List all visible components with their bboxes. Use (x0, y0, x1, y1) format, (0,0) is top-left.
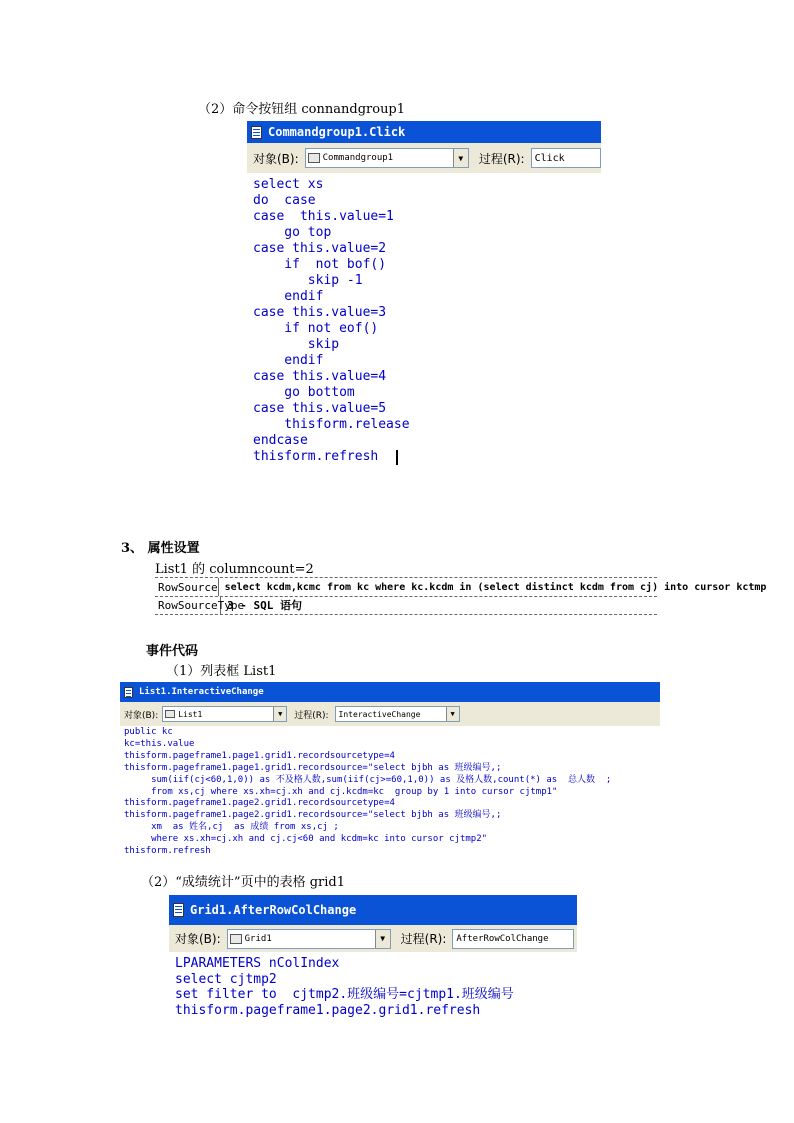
procedure-combo[interactable] (335, 706, 460, 722)
window-title: Grid1.AfterRowColChange (190, 903, 357, 917)
code-line: from xs,cj where xs.xh=cj.xh and cj.kcdm=kc group by 1 into cursor cjtmp1" (124, 786, 558, 797)
code-line: LPARAMETERS nColIndex (175, 956, 340, 971)
code-line: case this.value=2 (253, 241, 387, 256)
code-line: set filter to cjtmp2.班级编号=cjtmp1.班级编号 (175, 987, 514, 1002)
code-line: case this.value=5 (253, 401, 387, 416)
property-row[interactable] (155, 578, 767, 597)
object-combo[interactable] (227, 929, 391, 949)
procedure-toolbar (169, 925, 577, 952)
events-heading: 事件代码 (146, 644, 199, 659)
code-line: sum(iif(cj<60,1,0)) as 不及格人数,sum(iif(cj>=60,1,0)) as 及格人数,count(*) as 总人数 ; (124, 774, 612, 785)
listbox-icon (165, 710, 175, 718)
object-combo[interactable] (305, 148, 469, 168)
property-row[interactable] (155, 596, 657, 614)
code-line: case this.value=3 (253, 305, 387, 320)
code-line: thisform.pageframe1.page2.grid1.recordsourcetype=4 (124, 798, 395, 809)
object-combo-value: Grid1 (244, 933, 272, 944)
proc-label: 过程(R): (478, 151, 525, 166)
window-titlebar (120, 682, 660, 702)
code-line: thisform.pageframe1.page1.grid1.recordsource="select bjbh as 班级编号,; (124, 762, 502, 773)
code-window-grid1 (169, 895, 577, 1023)
commandgroup-icon (308, 153, 320, 163)
code-line: endif (253, 289, 324, 304)
code-line: thisform.pageframe1.page1.grid1.recordsourcetype=4 (124, 750, 395, 761)
object-combo-value: Commandgroup1 (322, 153, 394, 163)
chevron-down-icon[interactable]: ▼ (375, 930, 390, 948)
section-heading-list1: （1）列表框 List1 (166, 664, 277, 679)
code-line: public kc (124, 727, 173, 737)
grid-icon (230, 934, 242, 944)
code-line: endcase (253, 433, 308, 448)
procedure-combo-value: AfterRowColChange (456, 933, 549, 944)
document-icon (173, 903, 184, 917)
code-line: xm as 姓名,cj as 成绩 from xs,cj ; (124, 822, 339, 833)
code-line: thisform.pageframe1.page2.grid1.refresh (175, 1002, 481, 1018)
chevron-down-icon[interactable]: ▼ (273, 707, 286, 721)
object-label: 对象(B): (253, 151, 299, 166)
procedure-combo[interactable] (531, 148, 601, 168)
property-name: RowSource (155, 578, 219, 596)
code-window-list1 (120, 682, 660, 862)
chevron-down-icon[interactable]: ▼ (446, 707, 459, 721)
columncount-text: List1 的 columncount=2 (155, 562, 314, 577)
code-line: kc=this.value (124, 738, 195, 749)
proc-label: 过程(R): (294, 710, 329, 721)
property-name: RowSourceType (155, 596, 221, 614)
chevron-down-icon[interactable]: ▼ (453, 149, 468, 167)
code-editor[interactable] (253, 177, 410, 465)
code-line: if not eof() (253, 321, 379, 336)
code-line: select xs (253, 177, 324, 192)
section-heading-grid1: （2）“成绩统计”页中的表格 grid1 (141, 875, 345, 890)
section-heading-commandgroup: （2）命令按钮组 connandgroup1 (198, 102, 406, 117)
code-line: case this.value=1 (253, 209, 394, 224)
section-heading-properties: 3、 属性设置 (121, 541, 200, 556)
object-label: 对象(B): (175, 932, 221, 946)
code-line: thisform.refresh (124, 846, 211, 857)
property-value: select kcdm,kcmc from kc where kc.kcdm in (select distinct kcdm from cj) into cursor kctmp (224, 581, 767, 593)
code-line: case this.value=4 (253, 369, 387, 384)
code-window-commandgroup1 (247, 121, 601, 488)
property-grid (155, 577, 767, 615)
procedure-combo-value: Click (534, 152, 565, 164)
window-titlebar (169, 895, 577, 925)
object-label: 对象(B): (124, 710, 159, 721)
document-icon (251, 126, 262, 139)
code-editor[interactable] (124, 727, 611, 858)
code-line: thisform.pageframe1.page2.grid1.recordsource="select bjbh as 班级编号,; (124, 810, 502, 821)
code-line: where xs.xh=cj.xh and cj.cj<60 and kcdm=kc into cursor cjtmp2" (124, 834, 488, 845)
window-titlebar (247, 121, 601, 143)
procedure-toolbar (120, 702, 660, 726)
proc-label: 过程(R): (400, 932, 447, 946)
code-editor[interactable] (175, 956, 514, 1018)
code-line: if not bof() (253, 257, 387, 272)
procedure-combo[interactable] (452, 929, 574, 949)
procedure-combo-value: InteractiveChange (338, 709, 421, 719)
property-value: 3 - SQL 语句 (227, 599, 302, 612)
code-line: skip (253, 337, 340, 352)
procedure-toolbar (247, 143, 601, 173)
object-combo[interactable] (162, 706, 287, 722)
code-line: go bottom (253, 385, 355, 400)
code-line: thisform.refresh (253, 449, 379, 464)
document-icon (124, 687, 133, 698)
text-cursor (396, 450, 398, 465)
code-line: select cjtmp2 (175, 971, 277, 987)
object-combo-value: List1 (178, 709, 203, 719)
code-line: skip -1 (253, 273, 363, 288)
code-line: do case (253, 193, 316, 208)
code-line: endif (253, 353, 324, 368)
window-title: List1.InteractiveChange (139, 687, 264, 697)
code-line: go top (253, 225, 332, 240)
code-line: thisform.release (253, 417, 410, 432)
window-title: Commandgroup1.Click (268, 125, 406, 139)
